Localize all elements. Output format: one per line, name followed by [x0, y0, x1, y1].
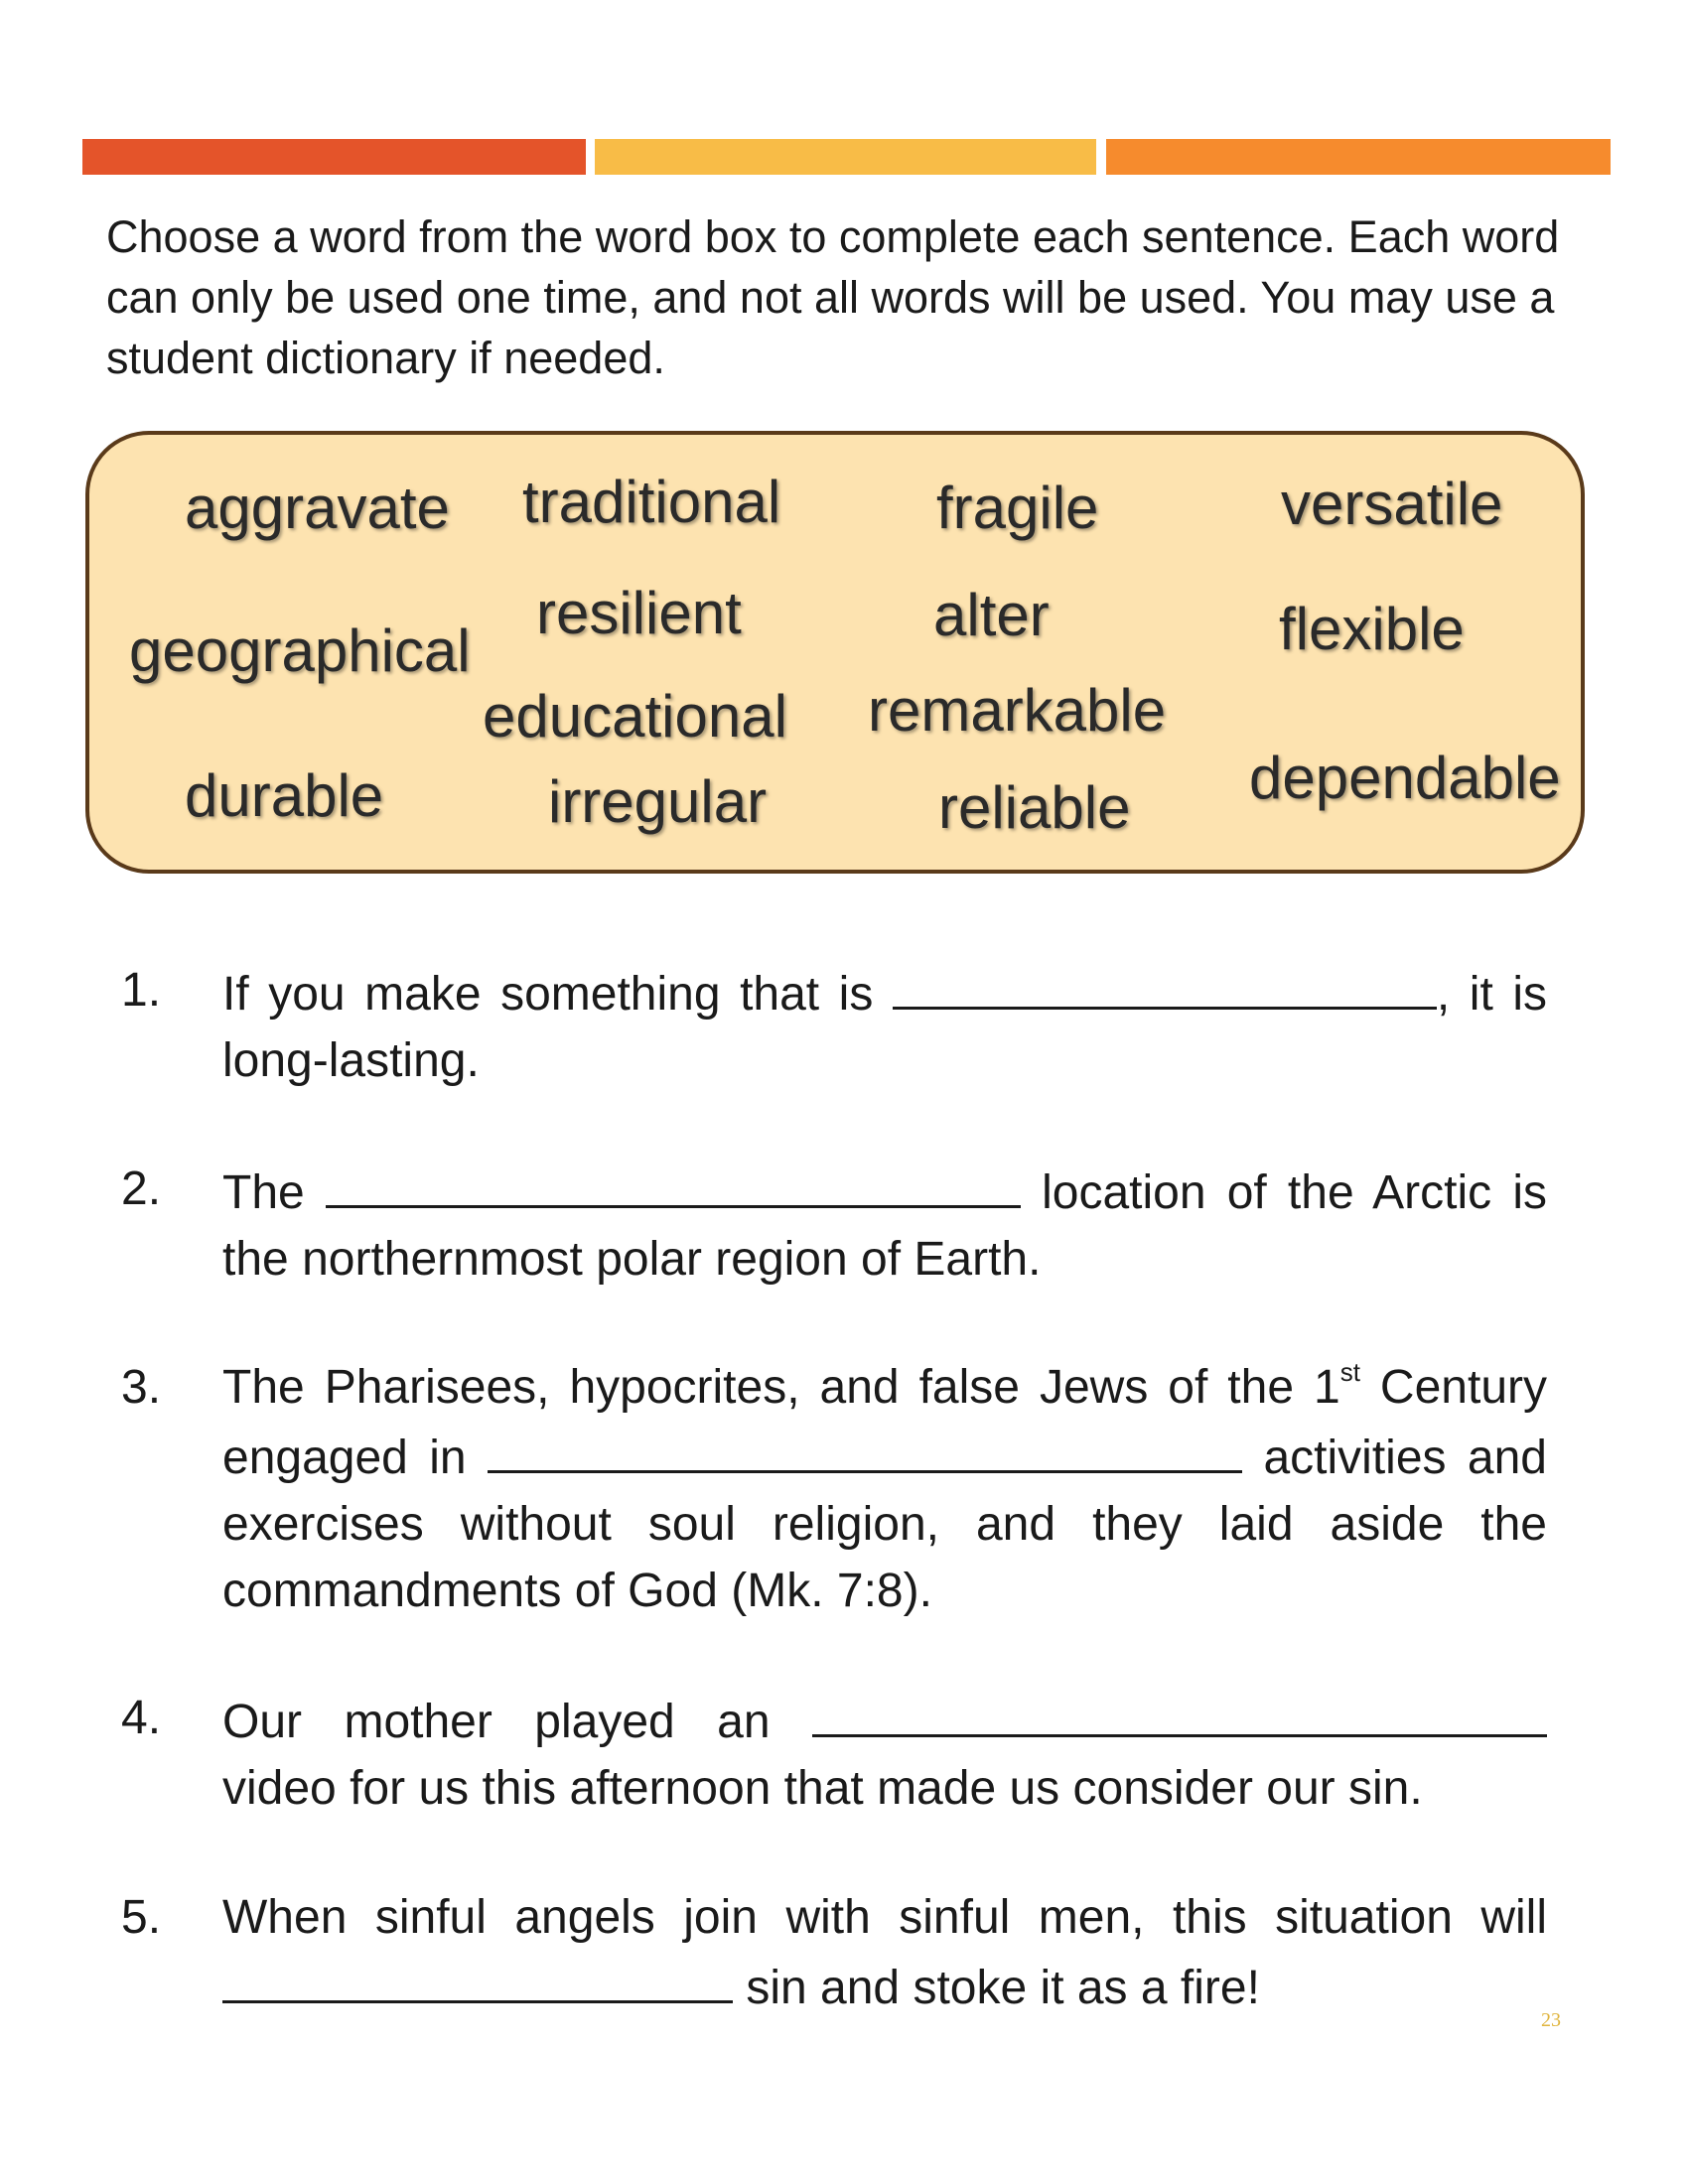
word-box-word: flexible	[1279, 596, 1465, 662]
page-number: 23	[1541, 2009, 1561, 2031]
header-bar-yellow	[595, 139, 1096, 175]
question-text-before: If you make something that is	[222, 968, 874, 1021]
question-text-after: , it is long-lasting.	[222, 968, 1547, 1087]
question-number: 3.	[121, 1361, 162, 1414]
word-box-word: remarkable	[868, 677, 1167, 744]
question-text-after: video for us this afternoon that made us consider our sin.	[222, 1762, 1423, 1815]
header-bar-orange	[1106, 139, 1611, 175]
word-box-word: reliable	[938, 774, 1131, 841]
question-text	[222, 1884, 1547, 2021]
answer-blank[interactable]	[893, 957, 1437, 1010]
header-bar-red	[82, 139, 586, 175]
answer-blank[interactable]	[222, 1951, 733, 2003]
question-text-after: location of the Arctic is the northernmost polar region of Earth.	[222, 1166, 1548, 1286]
word-box-word: durable	[185, 762, 384, 829]
question-number: 1.	[121, 964, 162, 1017]
question-text	[222, 1354, 1547, 1624]
question-text-after: activities and exercises without soul religion, and they laid aside the commandments of God (Mk. 7:8).	[222, 1432, 1547, 1617]
word-box-word: educational	[483, 683, 787, 750]
question-number: 2.	[121, 1162, 162, 1215]
question-text-after: sin and stoke it as a fire!	[746, 1962, 1260, 2014]
question-text	[222, 957, 1547, 1094]
word-box-word: alter	[933, 582, 1050, 648]
question-text-before: The	[222, 1166, 305, 1219]
question-text-before: When sinful angels join with sinful men, this situation will	[222, 1891, 1547, 1944]
word-box-word: irregular	[548, 768, 768, 835]
superscript-st: st	[1339, 1357, 1360, 1387]
word-box-word: versatile	[1281, 471, 1503, 537]
question-text	[222, 1156, 1547, 1293]
answer-blank[interactable]	[812, 1685, 1547, 1737]
word-box-word: fragile	[936, 475, 1099, 541]
word-box	[85, 431, 1585, 874]
word-box-word: resilient	[536, 580, 742, 646]
question-number: 5.	[121, 1891, 162, 1944]
word-box-word: dependable	[1249, 745, 1561, 811]
question-text	[222, 1685, 1547, 1822]
answer-blank[interactable]	[326, 1156, 1021, 1208]
question-text-middle: Century engaged in	[222, 1361, 1547, 1484]
word-box-word: aggravate	[185, 475, 450, 541]
question-number: 4.	[121, 1692, 162, 1744]
answer-blank[interactable]	[488, 1421, 1242, 1473]
word-box-word: traditional	[522, 469, 781, 535]
instructions: Choose a word from the word box to complete each sentence. Each word can only be used one time, and not all words will be used. You may use a student dictionary if needed.	[106, 211, 1560, 383]
question-text-before: Our mother played an	[222, 1696, 771, 1748]
question-text-before: The Pharisees, hypocrites, and false Jews of the 1	[222, 1361, 1340, 1414]
word-box-word: geographical	[129, 617, 471, 684]
